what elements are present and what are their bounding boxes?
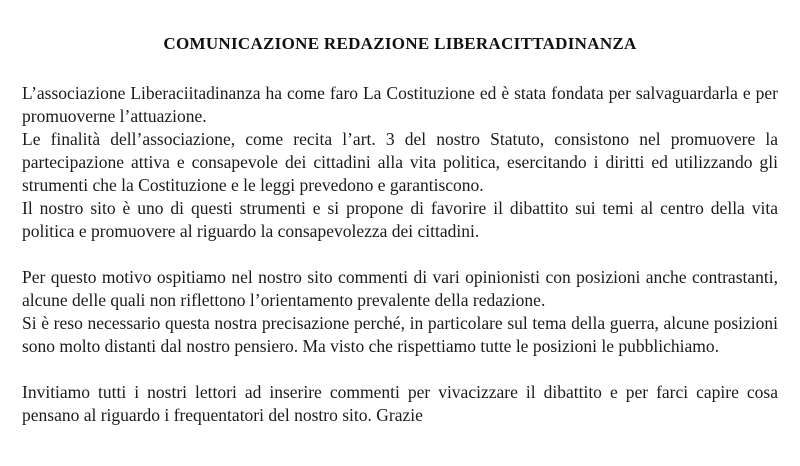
paragraph-site-purpose: Il nostro sito è uno di questi strumenti e si propone di favorire il dibattito sui temi al centro della vita politica e promuovere al riguardo la consapevolezza dei cittadini. (22, 198, 778, 241)
paragraph-clarification-war: Si è reso necessario questa nostra precisazione perché, in particolare sul tema della guerra, alcune posizioni sono molto distanti dal nostro pensiero. Ma visto che rispettiamo tutte le posizioni le pubblichiamo. (22, 313, 778, 356)
paragraph-statute-goals: Le finalità dell’associazione, come recita l’art. 3 del nostro Statuto, consistono nel promuovere la partecipazione attiva e consapevole dei cittadini alla vita politica, esercitando i diritti ed utilizzando gli strumenti che la Costituzione e le leggi prevedono e garantiscono. (22, 129, 778, 195)
paragraph-opinionists: Per questo motivo ospitiamo nel nostro sito commenti di vari opinionisti con posizioni anche contrastanti, alcune delle quali non riflettono l’orientamento prevalente della redazione. (22, 267, 778, 310)
paragraph-invitation-comments: Invitiamo tutti i nostri lettori ad inserire commenti per vivacizzare il dibattito e per farci capire cosa pensano al riguardo i frequentatori del nostro sito. Grazie (22, 382, 778, 425)
paragraph-association-purpose: L’associazione Liberaciitadinanza ha come faro La Costituzione ed è stata fondata per salvaguardarla e per promuoverne l’attuazione. (22, 83, 778, 126)
page-title: COMUNICAZIONE REDAZIONE LIBERACITTADINANZA (163, 34, 637, 53)
